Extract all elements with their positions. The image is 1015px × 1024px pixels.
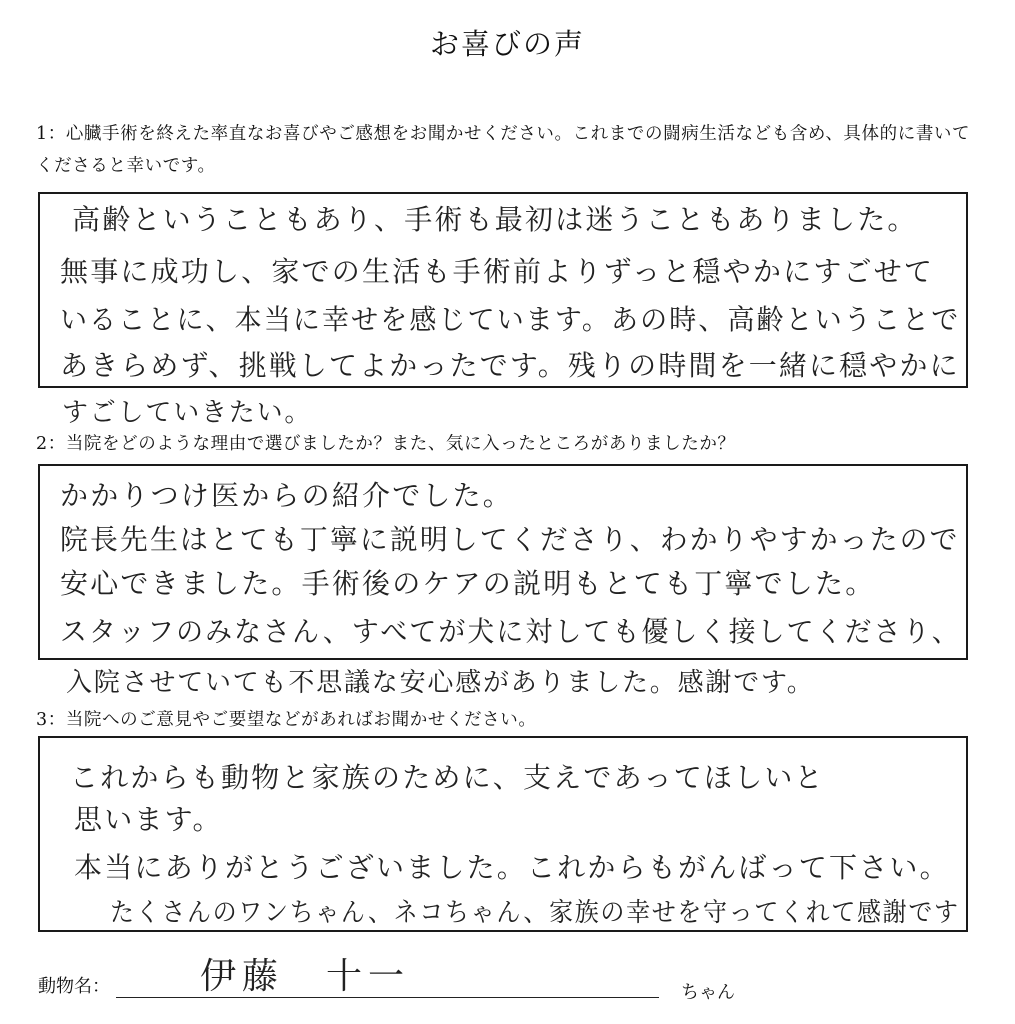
answer-3-line-1: これからも動物と家族のために、支えであってほしいと — [70, 761, 825, 794]
answer-3-line-3: 本当にありがとうございました。これからもがんばって下さい。 — [74, 851, 950, 884]
question-2: 2：当院をどのような理由で選びましたか？また、気に入ったところがありましたか？ — [36, 434, 736, 454]
answer-1-line-4: あきらめず、挑戦してよかったです。残りの時間を一緒に穏やかに — [60, 349, 960, 382]
answer-3-line-4: たくさんのワンちゃん、ネコちゃん、家族の幸せを守ってくれて感謝です — [110, 898, 960, 928]
answer-2-line-3: 安心できました。手術後のケアの説明もとても丁寧でした。 — [60, 567, 876, 600]
answer-1-line-3: いることに、本当に幸せを感じています。あの時、高齢ということで — [60, 303, 961, 336]
answer-2-line-5: 入院させていても不思議な安心感がありました。感謝です。 — [66, 668, 815, 698]
answer-1-line-1: 高齢ということもあり、手術も最初は迷うこともありました。 — [72, 203, 918, 236]
answer-1-line-5: すごしていきたい。 — [62, 398, 313, 428]
pet-name-label: 動物名： — [38, 976, 110, 997]
answer-2-line-1: かかりつけ医からの紹介でした。 — [60, 479, 514, 512]
answer-1-line-2: 無事に成功し、家での生活も手術前よりずっと穏やかにすごせて — [60, 255, 935, 288]
question-3: 3：当院へのご意見やご要望などがあればお聞かせください。 — [36, 710, 537, 730]
pet-name-suffix: ちゃん — [681, 982, 735, 1003]
answer-2-line-2: 院長先生はとても丁寧に説明してくださり、わかりやすかったので — [60, 523, 960, 556]
pet-name-value: 伊藤 十一 — [200, 956, 411, 997]
answer-2-line-4: スタッフのみなさん、すべてが犬に対しても優しく接してくださり、 — [60, 615, 961, 648]
page-title: お喜びの声 — [429, 27, 585, 61]
answer-3-line-2: 思います。 — [74, 803, 223, 836]
question-1: 1：心臓手術を終えた率直なお喜びやご感想をお聞かせください。これまでの闘病生活なども含め、具体的に書いてくださると幸いです。 — [36, 124, 971, 176]
